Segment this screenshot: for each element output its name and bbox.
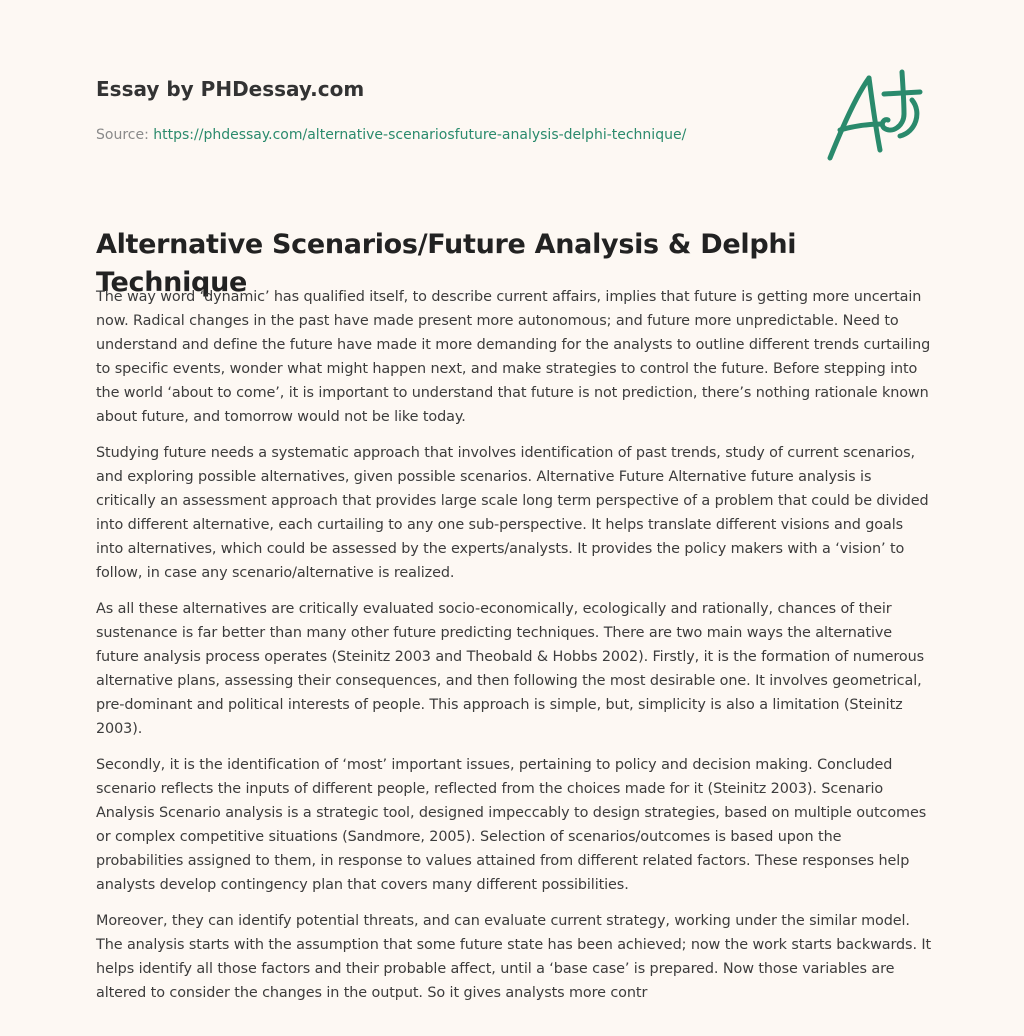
paragraph: The way word ‘dynamic’ has qualified itself, to describe current affairs, implies that future is getting more uncertain now. Radical changes in the past have made present more autonomous; and future more unpredictable. Need to understand and define the future have made it more demanding for the analysts to outline different trends curtailing to specific events, wonder what might happen next, and make strategies to control the future. Before stepping into the world ‘about to come’, it is important to understand that future is not prediction, there’s nothing rationale known about future, and tomorrow would not be like today.: [96, 289, 931, 425]
source-label: Source:: [96, 127, 154, 143]
a-plus-logo: [822, 66, 926, 164]
paragraph: Moreover, they can identify potential threats, and can evaluate current strategy, working under the similar model. The analysis starts with the assumption that some future state has been achieved; now the work starts backwards. It helps identify all those factors and their probable affect, until a ‘base case’ is prepared. Now those variables are altered to consider the changes in the output. So it gives analysts more contr: [96, 913, 932, 1001]
brand-title: Essay by PHDessay.com: [96, 77, 365, 101]
article-body: [96, 285, 932, 1017]
source-line: [96, 125, 796, 145]
source-link[interactable]: https://phdessay.com/alternative-scenariosfuture-analysis-delphi-technique/: [153, 127, 687, 143]
paragraph: Secondly, it is the identification of ‘most’ important issues, pertaining to policy and decision making. Concluded scenario reflects the inputs of different people, reflected from the choices made for it (Steinitz 2003). Scenario Analysis Scenario analysis is a strategic tool, designed impeccably to design strategies, based on multiple outcomes or complex competitive situations (Sandmore, 2005). Selection of scenarios/outcomes is based upon the probabilities assigned to them, in response to values attained from different related factors. These responses help analysts develop contingency plan that covers many different possibilities.: [96, 757, 927, 893]
paragraph: Studying future needs a systematic approach that involves identification of past trends, study of current scenarios, and exploring possible alternatives, given possible scenarios. Alternative Future Alternative future analysis is critically an assessment approach that provides large scale long term perspective of a problem that could be divided into different alternative, each curtailing to any one sub-perspective. It helps translate different visions and goals into alternatives, which could be assessed by the experts/analysts. It provides the policy makers with a ‘vision’ to follow, in case any scenario/alternative is realized.: [96, 445, 929, 581]
page-header: [96, 74, 796, 145]
page-title: Alternative Scenarios/Future Analysis & Delphi Technique: [96, 229, 797, 298]
paragraph: As all these alternatives are critically evaluated socio-economically, ecologically and rationally, chances of their sustenance is far better than many other future predicting techniques. There are two main ways the alternative future analysis process operates (Steinitz 2003 and Theobald & Hobbs 2002). Firstly, it is the formation of numerous alternative plans, assessing their consequences, and then following the most desirable one. It involves geometrical, pre-dominant and political interests of people. This approach is simple, but, simplicity is also a limitation (Steinitz 2003).: [96, 601, 925, 737]
